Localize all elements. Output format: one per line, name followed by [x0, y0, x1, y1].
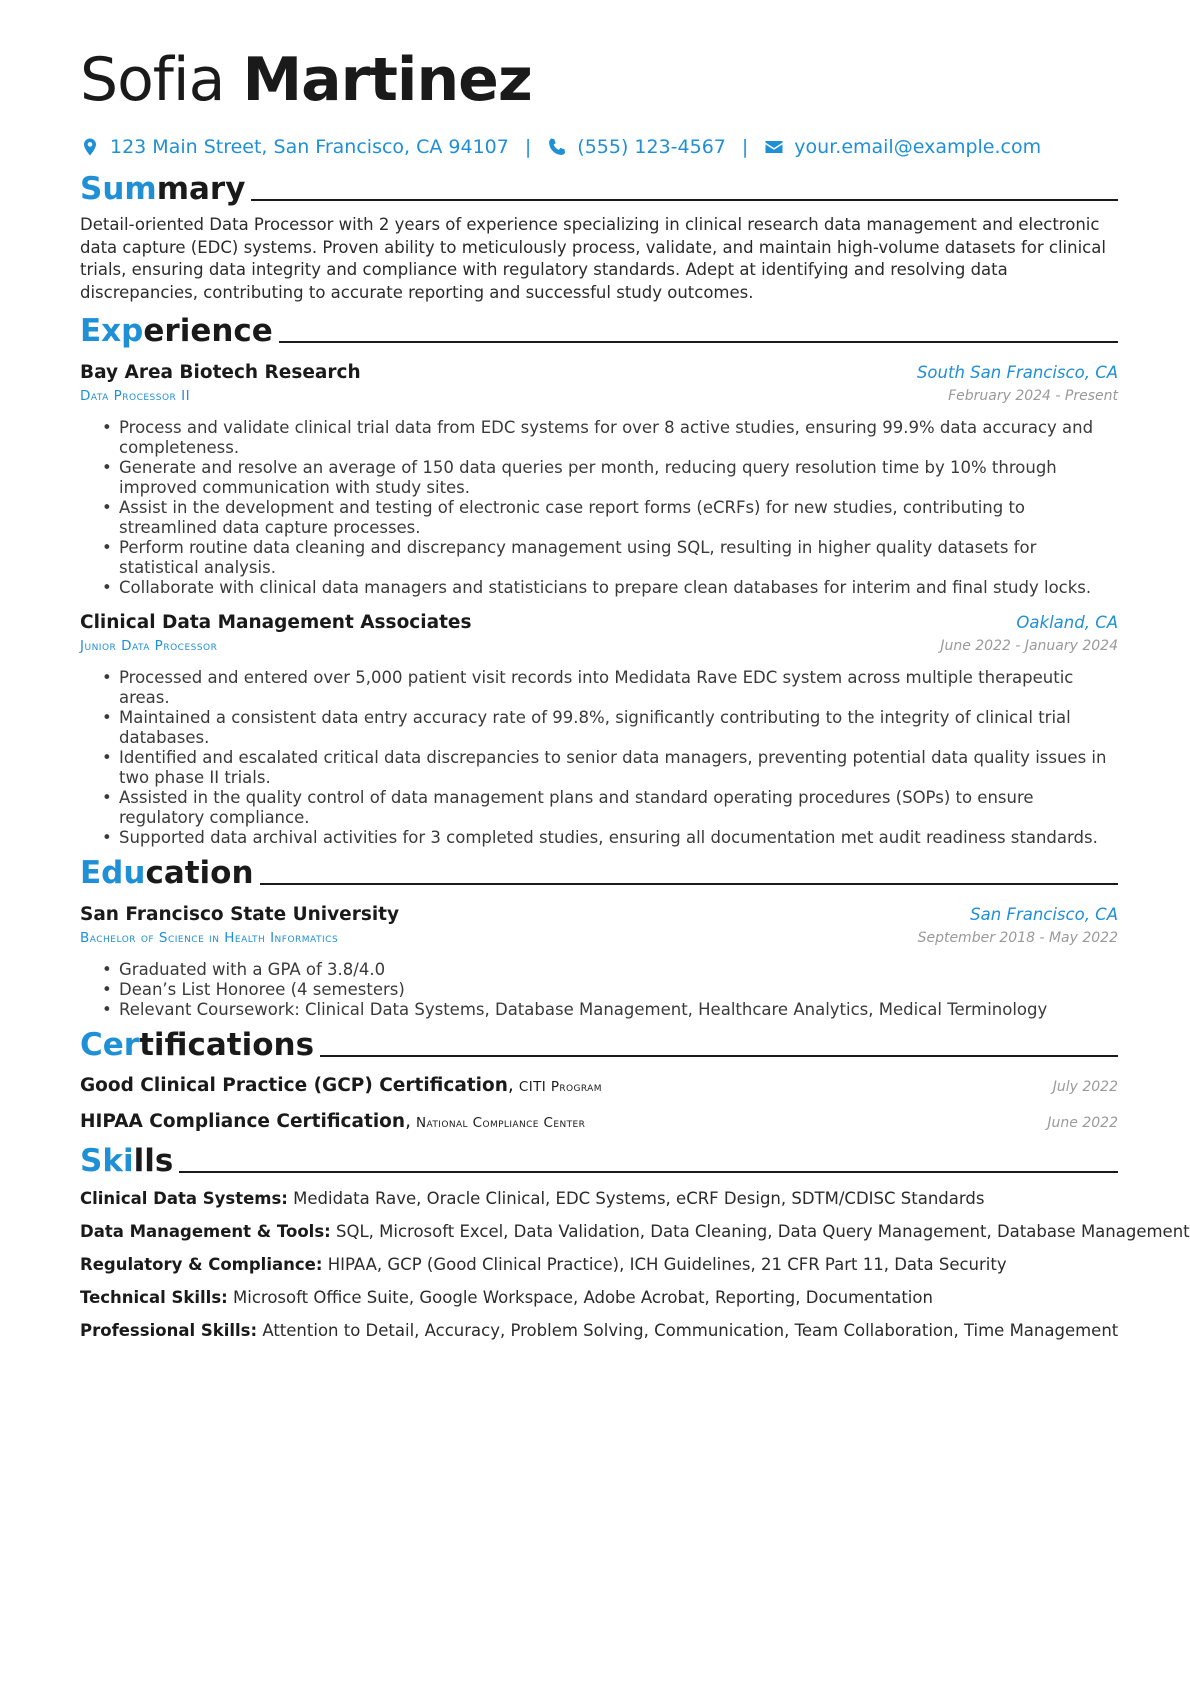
school-name: San Francisco State University: [80, 904, 400, 925]
certification-row: [80, 1073, 1118, 1100]
section-divider: [320, 1055, 1118, 1057]
heading-rest: cation: [145, 855, 254, 891]
address-text: 123 Main Street, San Francisco, CA 94107: [110, 136, 509, 158]
envelope-icon: [764, 137, 784, 157]
skill-row: [80, 1320, 1118, 1342]
certifications-section-header: [80, 1026, 1118, 1064]
education-bullet-list: [80, 960, 1118, 1020]
certification-comma: ,: [507, 1075, 514, 1096]
skill-category: Professional Skills:: [80, 1321, 258, 1340]
email-item[interactable]: [764, 134, 1041, 160]
candidate-name: [80, 40, 1118, 120]
certification-title: [80, 1073, 602, 1100]
section-divider: [260, 883, 1118, 885]
list-item: • Generate and resolve an average of 150 data queries per month, reducing query resolution time by 10% through improved communication with study sites.: [80, 458, 1118, 498]
job-title: Junior Data Processor: [80, 638, 218, 654]
list-item: • Graduated with a GPA of 3.8/4.0: [80, 960, 1118, 980]
experience-entry: [80, 360, 1118, 598]
skill-category: Data Management & Tools:: [80, 1222, 331, 1241]
skill-values: HIPAA, GCP (Good Clinical Practice), ICH Guidelines, 21 CFR Part 11, Data Security: [327, 1255, 1007, 1274]
address-item: [80, 134, 509, 160]
education-section-header: [80, 854, 1118, 892]
employer-name: Clinical Data Management Associates: [80, 612, 472, 633]
employer-location: Oakland, CA: [1016, 613, 1118, 632]
skill-row: [80, 1287, 1118, 1309]
job-bullet-list: [80, 668, 1118, 848]
summary-section-header: [80, 170, 1118, 208]
section-divider: [279, 341, 1118, 343]
heading-rest: lls: [133, 1143, 174, 1179]
list-item: • Identified and escalated critical data discrepancies to senior data managers, preventing potential data quality issues in two phase II trials.: [80, 748, 1118, 788]
resume-content: [80, 40, 1190, 1342]
map-pin-icon: [80, 137, 100, 157]
heading-accent: Ski: [80, 1143, 134, 1179]
experience-entry: [80, 610, 1118, 848]
contact-separator: |: [741, 136, 749, 158]
skill-row: [80, 1188, 1118, 1210]
summary-text: Detail-oriented Data Processor with 2 years of experience specializing in clinical research data management and electronic data capture (EDC) systems. Proven ability to meticulously process, validate, and maintain high-volume datasets for clinical trials, ensuring data integrity and compliance with regulatory standards. Adept at identifying and resolving data discrepancies, contributing to accurate reporting and successful study outcomes.: [80, 215, 1106, 302]
entry-subheader-row: [80, 928, 1118, 948]
heading-accent: Edu: [80, 855, 146, 891]
employer-name: Bay Area Biotech Research: [80, 362, 361, 383]
phone-item[interactable]: [547, 134, 726, 160]
job-bullet-list: [80, 418, 1118, 598]
experience-heading: [80, 312, 273, 350]
phone-icon: [547, 137, 567, 157]
email-link[interactable]: your.email@example.com: [794, 136, 1042, 158]
employer-location: South San Francisco, CA: [916, 363, 1118, 382]
heading-rest: mary: [156, 171, 246, 207]
education-heading: [80, 854, 254, 892]
summary-heading: [80, 170, 245, 208]
certification-comma: ,: [405, 1111, 411, 1132]
phone-text[interactable]: (555) 123-4567: [577, 136, 726, 158]
degree-title: Bachelor of Science in Health Informatics: [80, 930, 339, 946]
skills-section-header: [80, 1142, 1118, 1180]
heading-accent: Sum: [80, 171, 157, 207]
skill-category: Technical Skills:: [80, 1288, 228, 1307]
skill-values: Attention to Detail, Accuracy, Problem Solving, Communication, Team Collaboration, Time Management: [262, 1321, 1119, 1340]
list-item: • Supported data archival activities for 3 completed studies, ensuring all documentation met audit readiness standards.: [80, 828, 1118, 848]
experience-section-header: [80, 312, 1118, 350]
certification-title: [80, 1109, 585, 1136]
school-location: San Francisco, CA: [970, 905, 1118, 924]
skill-values: Medidata Rave, Oracle Clinical, EDC Systems, eCRF Design, SDTM/CDISC Standards: [293, 1189, 985, 1208]
contact-separator: |: [524, 136, 532, 158]
section-divider: [179, 1171, 1118, 1173]
entry-subheader-row: [80, 636, 1118, 656]
certification-date: July 2022: [1052, 1079, 1118, 1095]
list-item: • Collaborate with clinical data managers and statisticians to prepare clean databases for interim and final study locks.: [80, 578, 1118, 598]
list-item: • Assisted in the quality control of data management plans and standard operating procedures (SOPs) to ensure regulatory compliance.: [80, 788, 1118, 828]
job-title: Data Processor II: [80, 388, 191, 404]
skill-category: Clinical Data Systems:: [80, 1189, 288, 1208]
certification-issuer: National Compliance Center: [416, 1115, 586, 1131]
list-item: • Processed and entered over 5,000 patient visit records into Medidata Rave EDC system across multiple therapeutic areas.: [80, 668, 1118, 708]
certification-name: Good Clinical Practice (GCP) Certification: [80, 1075, 508, 1096]
heading-rest: tifications: [139, 1027, 315, 1063]
certifications-heading: [80, 1026, 314, 1064]
list-item: • Maintained a consistent data entry accuracy rate of 99.8%, significantly contributing to the integrity of clinical trial databases.: [80, 708, 1118, 748]
first-name: Sofia: [80, 45, 225, 115]
certification-issuer: CITI Program: [518, 1079, 602, 1095]
education-entry: [80, 902, 1118, 1020]
education-dates: September 2018 - May 2022: [917, 930, 1118, 946]
skills-heading: [80, 1142, 173, 1180]
entry-subheader-row: [80, 386, 1118, 406]
heading-rest: erience: [143, 313, 273, 349]
last-name: Martinez: [242, 45, 532, 115]
skill-values: Microsoft Office Suite, Google Workspace, Adobe Acrobat, Reporting, Documentation: [233, 1288, 933, 1307]
list-item: • Process and validate clinical trial data from EDC systems for over 8 active studies, ensuring 99.9% data accuracy and completeness.: [80, 418, 1118, 458]
certification-row: [80, 1109, 1118, 1136]
contact-line: [80, 134, 1118, 160]
certification-date: June 2022: [1047, 1115, 1118, 1131]
list-item: • Perform routine data cleaning and discrepancy management using SQL, resulting in higher quality datasets for statistical analysis.: [80, 538, 1118, 578]
skill-values: SQL, Microsoft Excel, Data Validation, Data Cleaning, Data Query Management, Database Management: [336, 1222, 1190, 1241]
job-dates: February 2024 - Present: [948, 388, 1118, 404]
skill-row: [80, 1254, 1118, 1276]
entry-header-row: [80, 610, 1118, 636]
entry-header-row: [80, 902, 1118, 928]
certification-name: HIPAA Compliance Certification: [80, 1111, 406, 1132]
entry-header-row: [80, 360, 1118, 386]
section-divider: [251, 199, 1118, 201]
heading-accent: Cer: [80, 1027, 140, 1063]
heading-accent: Exp: [80, 313, 144, 349]
skill-row: [80, 1221, 1190, 1243]
list-item: • Relevant Coursework: Clinical Data Systems, Database Management, Healthcare Analytics, Medical Terminology: [80, 1000, 1118, 1020]
job-dates: June 2022 - January 2024: [940, 638, 1118, 654]
skill-category: Regulatory & Compliance:: [80, 1255, 323, 1274]
list-item: • Assist in the development and testing of electronic case report forms (eCRFs) for new studies, contributing to streamlined data capture processes.: [80, 498, 1118, 538]
list-item: • Dean’s List Honoree (4 semesters): [80, 980, 1118, 1000]
